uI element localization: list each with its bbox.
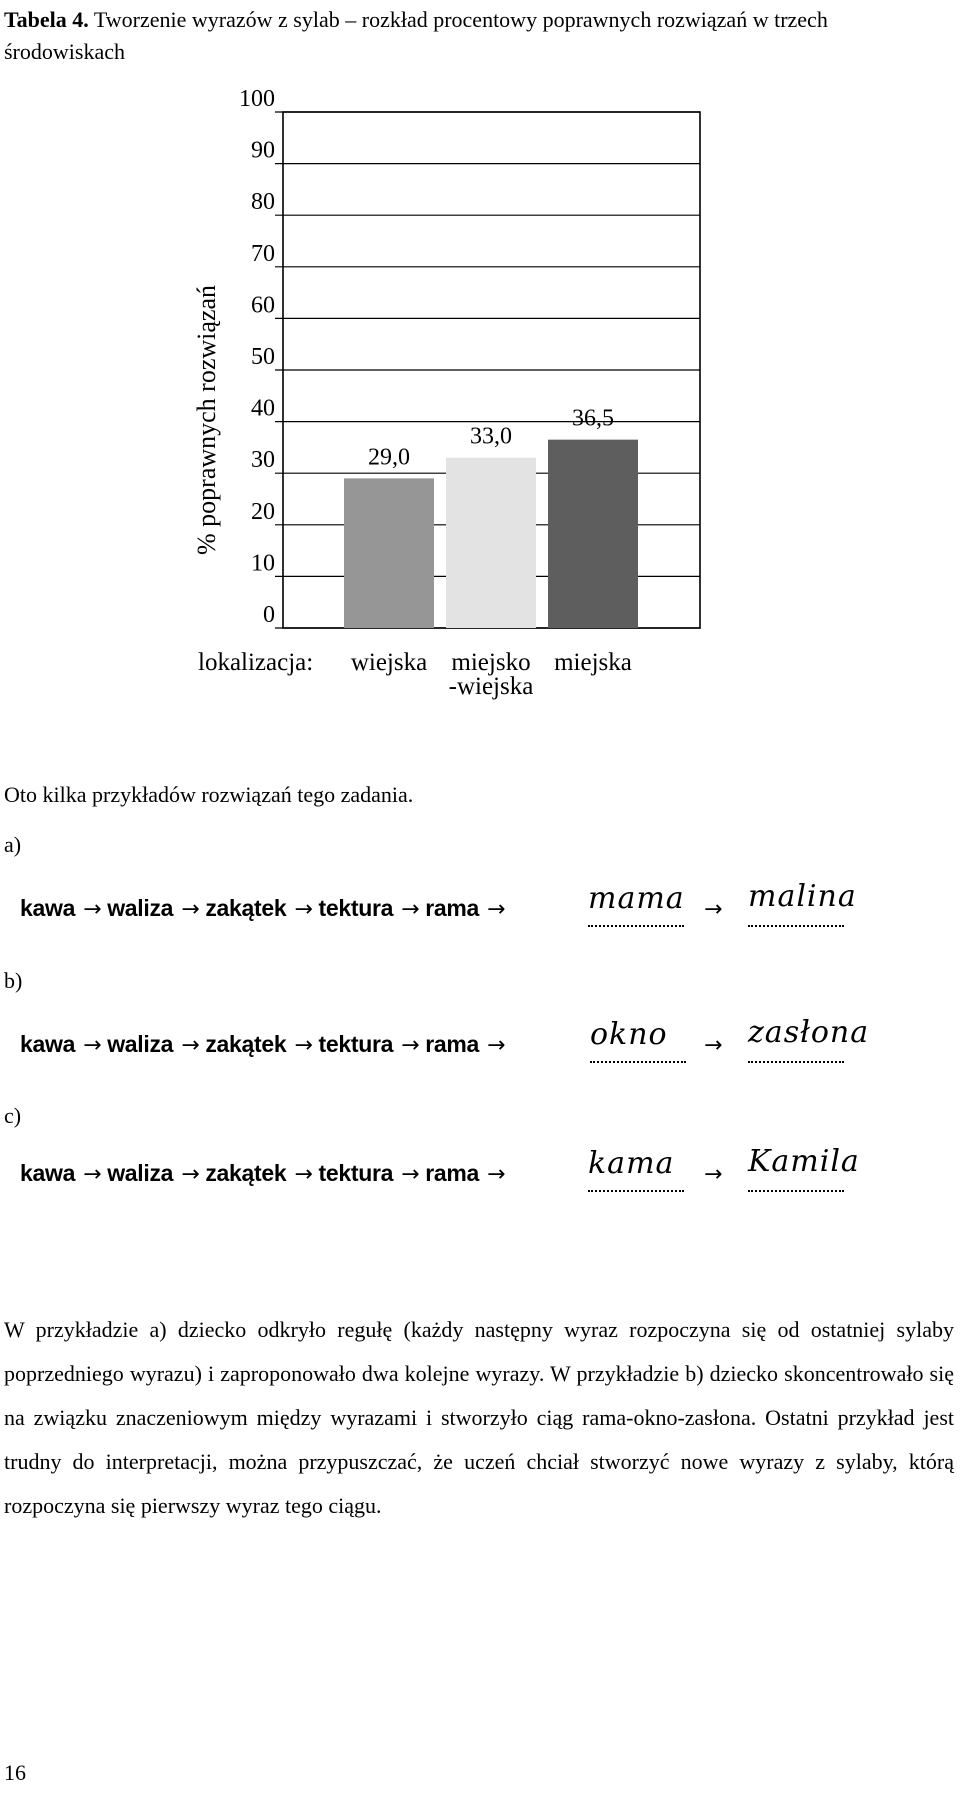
- arrow-icon: →: [704, 1033, 723, 1058]
- arrow-icon: →: [181, 1162, 200, 1187]
- arrow-icon: →: [401, 1162, 420, 1187]
- arrow-icon: →: [83, 1033, 102, 1058]
- syllable-word: tektura: [318, 895, 394, 921]
- example-row: [20, 895, 511, 941]
- x-tick-label: -wiejska: [448, 673, 534, 700]
- value-label: 33,0: [470, 423, 512, 450]
- arrow-icon: →: [704, 897, 723, 922]
- syllable-word: zakątek: [205, 895, 287, 921]
- arrow-icon: →: [181, 897, 200, 922]
- caption-text: Tworzenie wyrazów z sylab – rozkład procentowy poprawnych rozwiązań w trzech środowiskach: [4, 7, 828, 64]
- y-tick-label: 60: [251, 292, 275, 319]
- syllable-word: tektura: [318, 1160, 394, 1186]
- arrow-icon: →: [294, 1033, 313, 1058]
- y-tick-label: 30: [251, 447, 275, 474]
- value-label: 29,0: [368, 444, 410, 471]
- arrow-icon: →: [83, 897, 102, 922]
- y-tick-label: 80: [251, 189, 275, 216]
- syllable-word: rama: [425, 1160, 480, 1186]
- handwritten-answer: zasłona: [748, 1015, 870, 1050]
- syllable-word: kawa: [20, 895, 76, 921]
- value-label: 36,5: [572, 405, 614, 432]
- syllable-word: rama: [425, 1031, 480, 1057]
- example-row: [20, 1160, 511, 1206]
- x-tick-labels: [351, 649, 632, 700]
- x-tick-label: miejska: [554, 649, 632, 676]
- answer-dotted-line: [748, 1059, 844, 1063]
- arrow-icon: →: [487, 1162, 506, 1187]
- bar-2: [548, 440, 638, 628]
- caption-label: Tabela 4.: [4, 7, 89, 32]
- table-caption: [4, 4, 944, 68]
- y-tick-label: 40: [251, 395, 275, 422]
- handwritten-answer: mama: [588, 881, 685, 916]
- y-tick-label: 70: [251, 240, 275, 267]
- y-tick-label: 0: [263, 602, 275, 628]
- body-paragraph: W przykładzie a) dziecko odkryło regułę (każdy następny wyraz rozpoczyna się od ostatniej sylaby poprzedniego wyrazu) i zaproponowało dwa kolejne wyrazy. W przykładzie b) dziecko skoncentrowało się na związku znaczeniowym między wyrazami i stworzyło ciąg rama-okno-zasłona. Ostatni przykład jest trudny do interpretacji, można przypuszczać, że uczeń chciał stworzyć nowe wyrazy z sylaby, którą rozpoczyna się pierwszy wyraz tego ciągu.: [4, 1317, 954, 1518]
- y-tick-label: 10: [251, 550, 275, 577]
- y-tick-label: 90: [251, 137, 275, 164]
- handwritten-answer: Kamila: [748, 1144, 860, 1179]
- example-label: b): [4, 968, 23, 993]
- answer-dotted-line: [748, 1188, 844, 1192]
- syllable-word: zakątek: [205, 1160, 287, 1186]
- arrow-icon: →: [181, 1033, 200, 1058]
- x-axis-label: lokalizacja:: [198, 649, 314, 676]
- example-row: [20, 1031, 511, 1077]
- example-label: c): [4, 1103, 22, 1128]
- arrow-icon: →: [294, 1162, 313, 1187]
- y-tick-label: 20: [251, 498, 275, 525]
- syllable-word: waliza: [107, 1160, 174, 1186]
- arrow-icon: →: [487, 1033, 506, 1058]
- syllable-word: waliza: [107, 895, 174, 921]
- syllable-word: kawa: [20, 1031, 76, 1057]
- example-label: a): [4, 832, 22, 857]
- arrow-icon: →: [401, 897, 420, 922]
- syllable-word: rama: [425, 895, 480, 921]
- x-tick-label: wiejska: [350, 649, 428, 676]
- intro-text: Oto kilka przykładów rozwiązań tego zadania.: [4, 782, 414, 807]
- syllable-word: waliza: [107, 1031, 174, 1057]
- answer-dotted-line: [590, 1059, 686, 1063]
- answer-dotted-line: [748, 923, 844, 927]
- answer-dotted-line: [588, 923, 684, 927]
- arrow-icon: →: [401, 1033, 420, 1058]
- syllable-word: tektura: [318, 1031, 394, 1057]
- y-tick-label: 100: [239, 90, 275, 112]
- bar-1: [446, 458, 536, 628]
- bar-chart: [0, 90, 960, 790]
- page-number: 16: [4, 1760, 26, 1785]
- y-axis-label: % poprawnych rozwiązań: [192, 285, 221, 555]
- bar-0: [344, 478, 434, 628]
- arrow-icon: →: [704, 1162, 723, 1187]
- y-tick-labels: [239, 90, 275, 628]
- handwritten-answer: kama: [588, 1146, 675, 1181]
- answer-dotted-line: [588, 1188, 684, 1192]
- arrow-icon: →: [83, 1162, 102, 1187]
- handwritten-answer: malina: [748, 879, 857, 914]
- x-tick-label: miejsko: [451, 649, 531, 676]
- arrow-icon: →: [294, 897, 313, 922]
- syllable-word: zakątek: [205, 1031, 287, 1057]
- arrow-icon: →: [487, 897, 506, 922]
- syllable-word: kawa: [20, 1160, 76, 1186]
- y-tick-label: 50: [251, 344, 275, 370]
- handwritten-answer: okno: [590, 1017, 668, 1052]
